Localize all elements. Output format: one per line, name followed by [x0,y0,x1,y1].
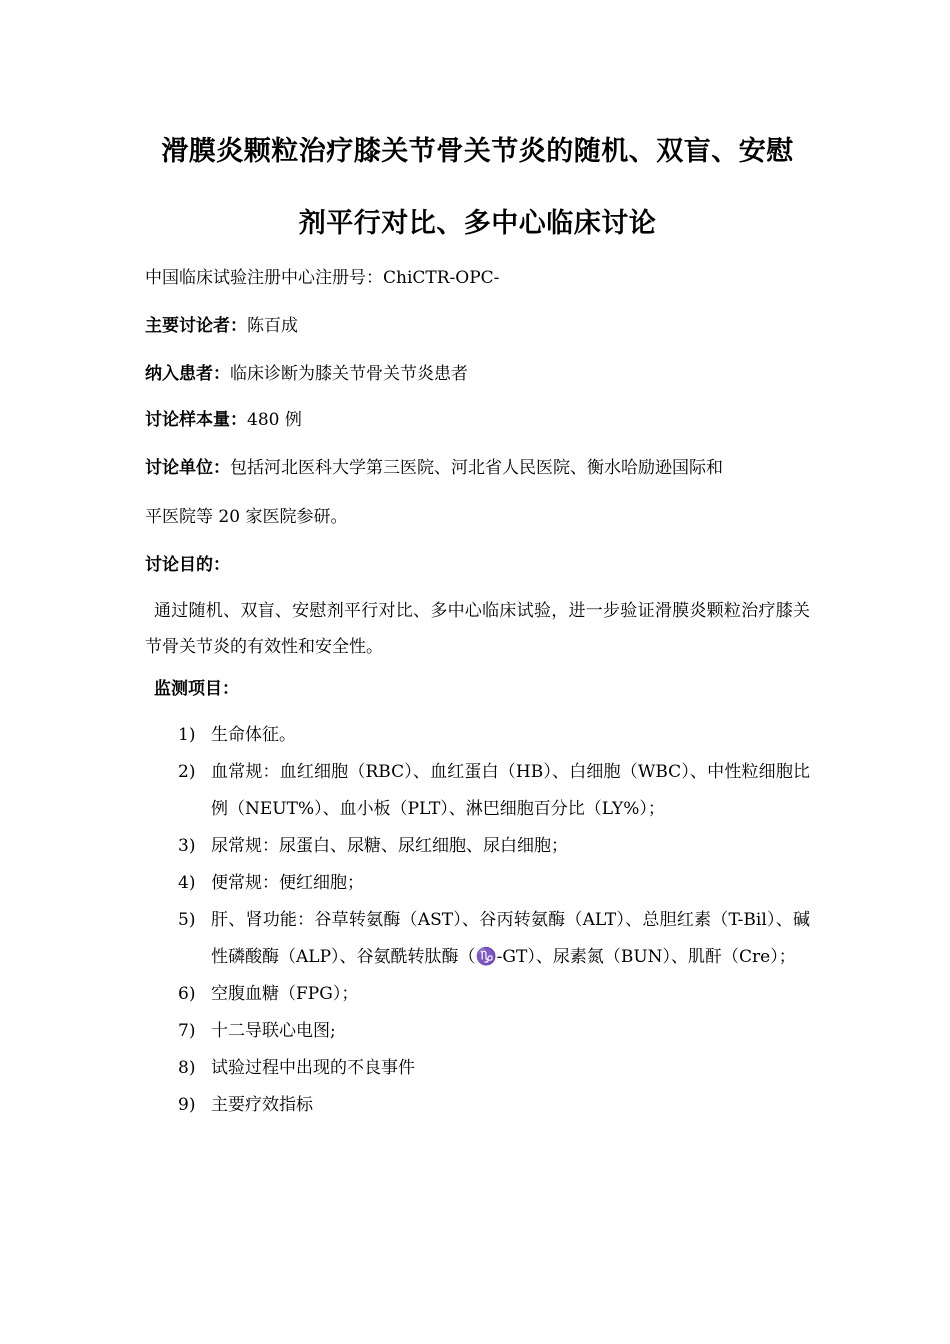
patients-row [145,362,468,386]
monitoring-item [145,1050,810,1087]
investigator-value: 陈百成 [247,316,298,336]
registry-number: 中国临床试验注册中心注册号：ChiCTR-OPC- [145,268,500,288]
monitoring-list [145,717,810,1124]
monitoring-item-text: 尿常规：尿蛋白、尿糖、尿红细胞、尿白细胞； [211,836,568,856]
monitoring-item-text: 血常规：血红细胞（RBC）、血红蛋白（HB）、白细胞（WBC）、中性粒细胞比例（NEUT%）、血小板（PLT）、淋巴细胞百分比（LY%）； [211,762,810,819]
monitoring-item-number: 4) [178,873,196,893]
document-title-line-2: 剂平行对比、多中心临床讨论 [298,208,657,239]
monitoring-item-number: 8) [178,1058,196,1078]
monitoring-item-text: 肝、肾功能：谷草转氨酶（AST）、谷丙转氨酶（ALT）、总胆红素（T-Bil）、碱性磷酸酶（ALP）、谷氨酰转肽酶（♑-GT）、尿素氮（BUN）、肌酐（Cre）； [211,910,810,967]
investigator-row [145,314,298,338]
monitoring-item [145,976,810,1013]
units-label: 讨论单位： [145,458,230,478]
purpose-text: 通过随机、双盲、安慰剂平行对比、多中心临床试验，进一步验证滑膜炎颗粒治疗膝关节骨关节炎的有效性和安全性。 [145,601,810,657]
purpose-label: 讨论目的： [145,555,230,575]
patients-label: 纳入患者： [145,364,230,384]
document-title-line-1: 滑膜炎颗粒治疗膝关节骨关节炎的随机、双盲、安慰 [161,136,794,167]
monitoring-item [145,865,810,902]
monitoring-item-text: 空腹血糖（FPG）； [211,984,359,1004]
monitoring-item [145,902,810,976]
monitoring-item-number: 5) [178,910,196,930]
monitoring-item-text: 便常规：便红细胞； [211,873,364,893]
patients-value: 临床诊断为膝关节骨关节炎患者 [230,364,468,384]
monitoring-item-number: 3) [178,836,196,856]
monitoring-item [145,1087,810,1124]
monitoring-item-text: 试验过程中出现的不良事件 [211,1058,415,1078]
monitoring-item [145,828,810,865]
units-value-line-1: 包括河北医科大学第三医院、河北省人民医院、衡水哈励逊国际和 [230,458,723,478]
monitoring-item-number: 1) [178,725,196,745]
monitoring-item [145,1013,810,1050]
investigator-label: 主要讨论者： [145,316,247,336]
monitoring-item-text: 生命体征。 [211,725,296,745]
units-row [145,456,723,480]
units-value-line-2: 平医院等 20 家医院参研。 [145,507,348,527]
monitoring-label: 监测项目： [154,679,239,699]
monitoring-item-text: 十二导联心电图; [211,1021,336,1041]
monitoring-item [145,754,810,828]
sample-size-label: 讨论样本量： [145,410,247,430]
monitoring-item-number: 2) [178,762,196,782]
monitoring-item-number: 9) [178,1095,196,1115]
monitoring-item-text: 主要疗效指标 [211,1095,313,1115]
sample-size-row [145,408,302,432]
monitoring-item-number: 6) [178,984,196,1004]
sample-size-value: 480 例 [247,410,302,430]
monitoring-item-number: 7) [178,1021,196,1041]
monitoring-item [145,717,810,754]
